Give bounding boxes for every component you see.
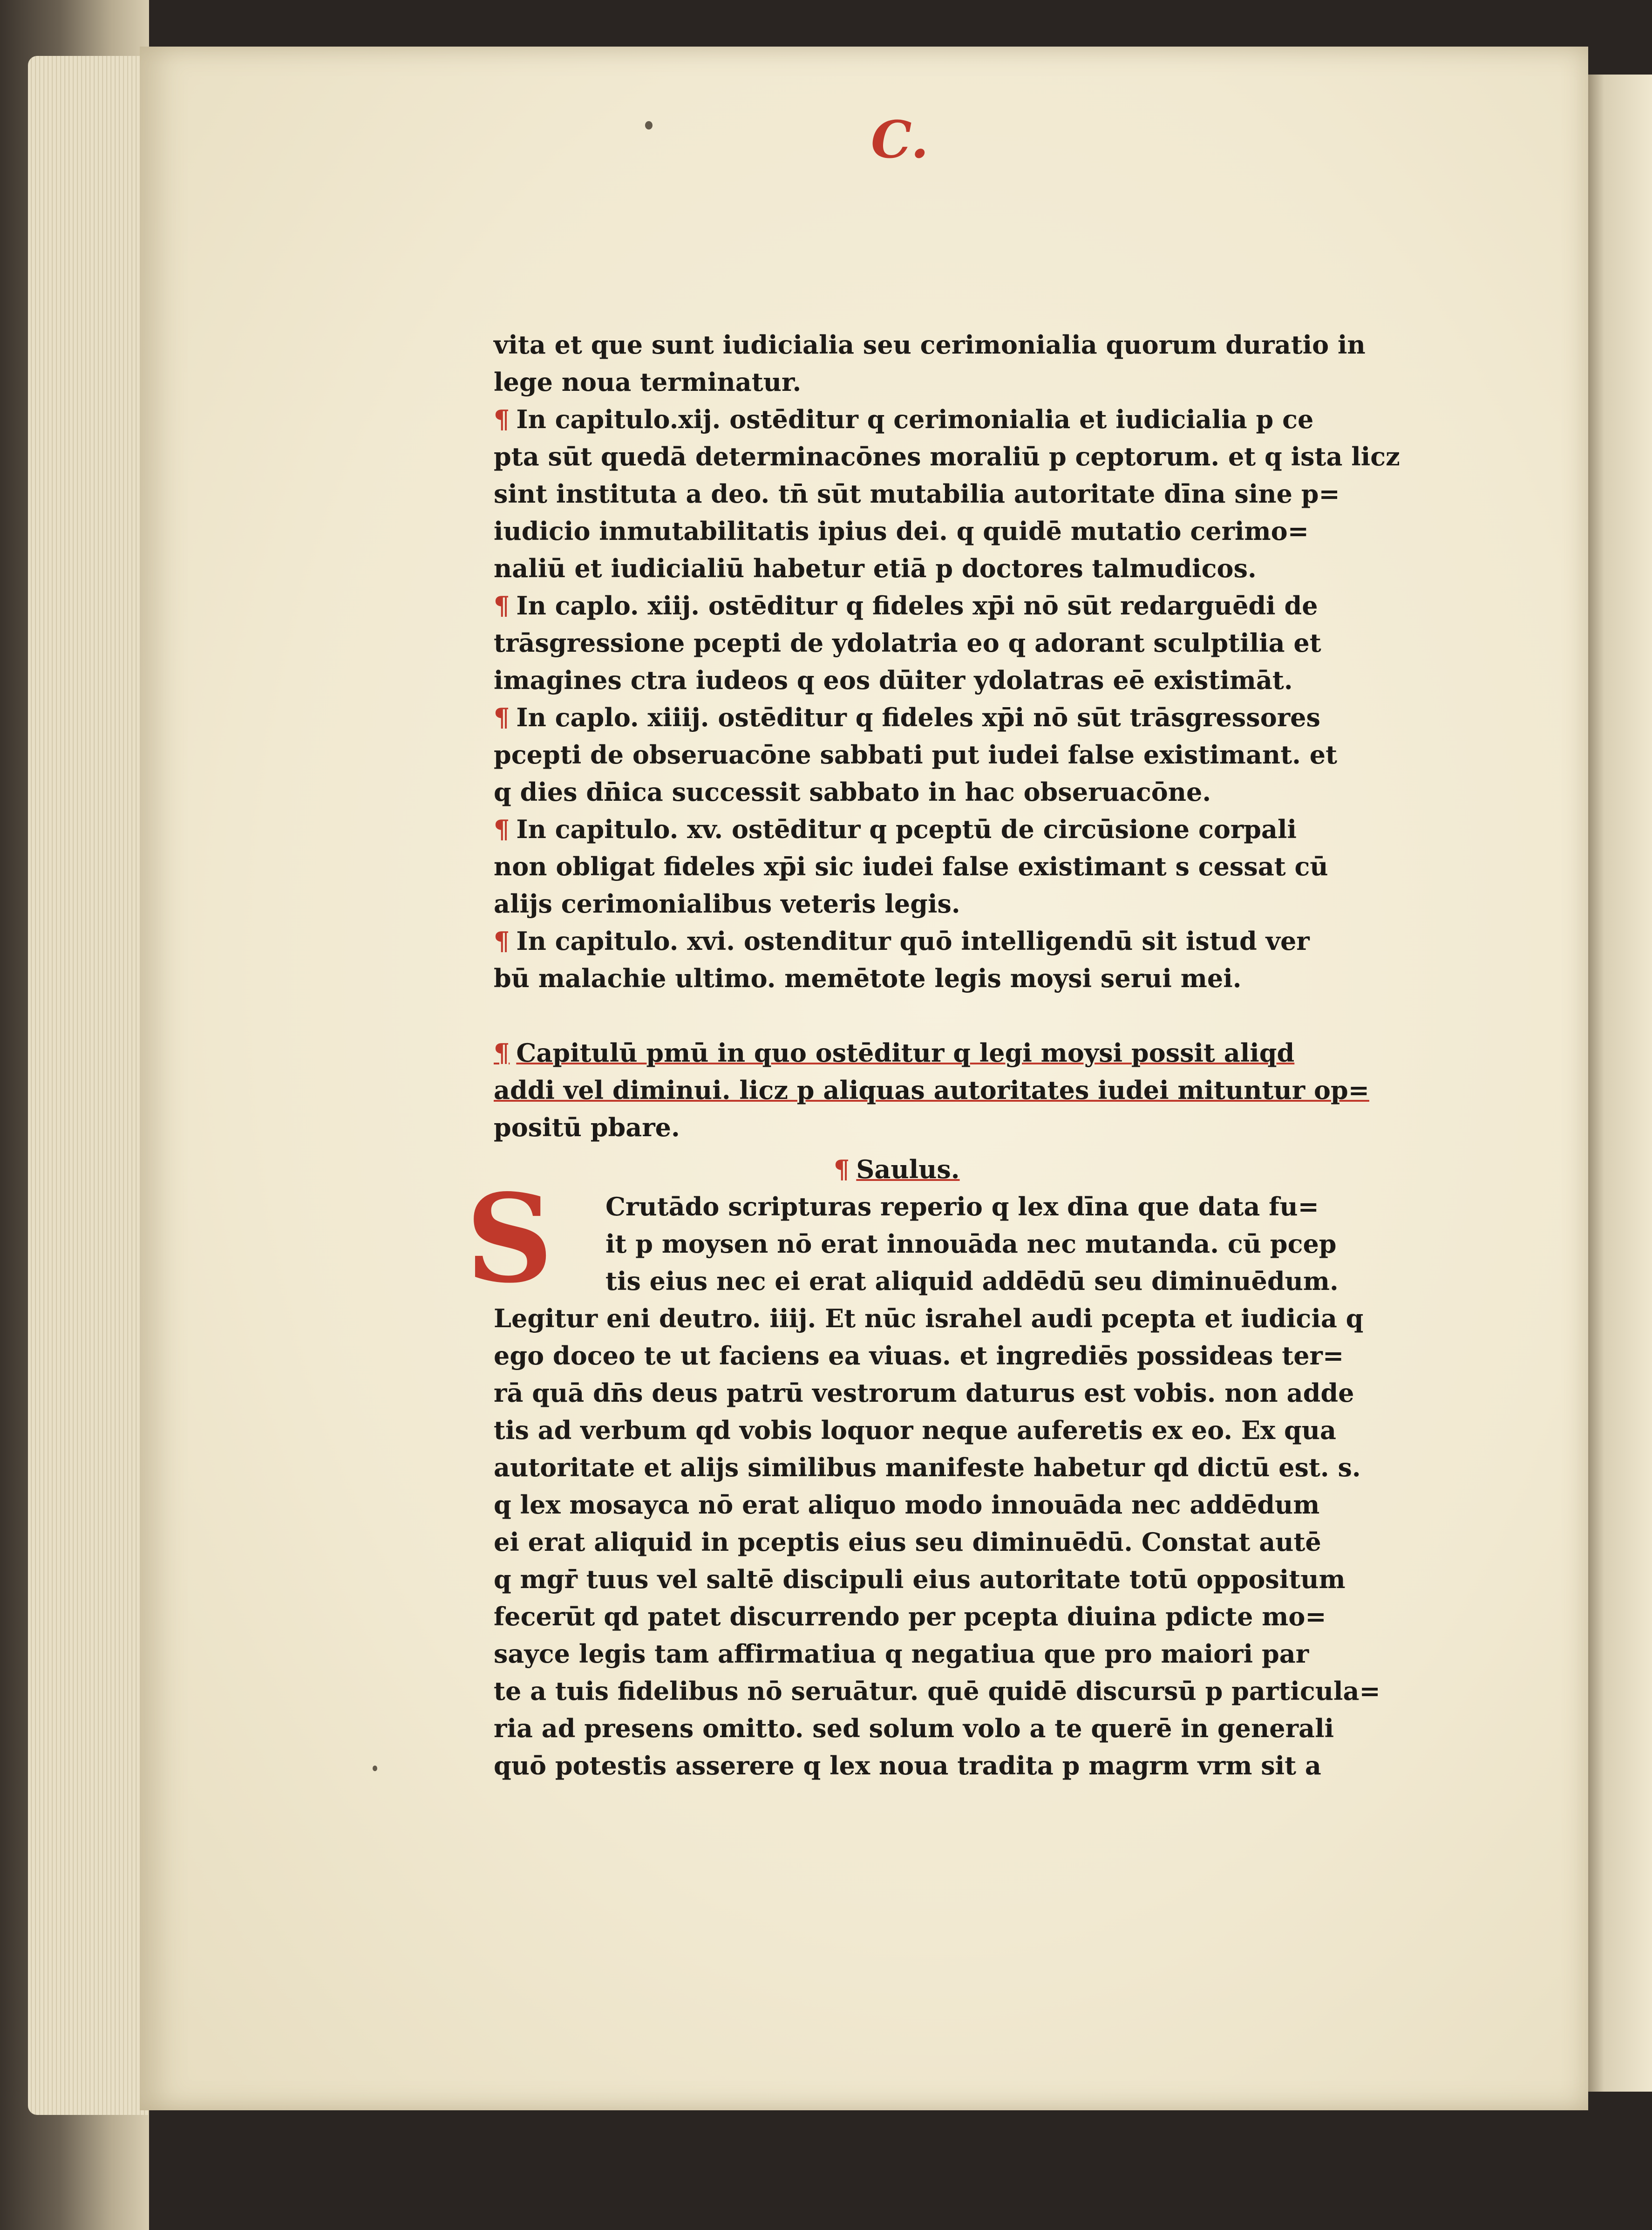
text-line: Legitur eni deutro. iiij. Et nūc israhel audi pcepta et iudicia q bbox=[494, 1303, 1364, 1333]
text-line: naliū et iudicialiū habetur etiā p doctores talmudicos. bbox=[494, 553, 1257, 583]
pilcrow-icon: ¶ bbox=[494, 1038, 510, 1068]
text-line: q mgr̄ tuus vel saltē discipuli eius autoritate totū oppositum bbox=[494, 1564, 1346, 1594]
chapter-summary bbox=[494, 811, 1379, 922]
text-line: non obligat fideles xp̄i sic iudei false existimant s cessat cū bbox=[494, 852, 1328, 881]
text-line: ei erat aliquid in pceptis eius seu diminuēdū. Constat autē bbox=[494, 1527, 1321, 1557]
text-line: addi vel diminui. licz p aliquas autoritates iudei mituntur op= bbox=[494, 1075, 1369, 1105]
text-line: ¶ In capitulo.xij. ostēditur q cerimonialia et iudicialia p ce bbox=[494, 404, 1314, 434]
text-line: fecerūt qd patet discurrendo per pcepta diuina pdicte mo= bbox=[494, 1602, 1326, 1631]
text-line: lege noua terminatur. bbox=[494, 367, 802, 397]
pilcrow-icon: ¶ bbox=[494, 926, 510, 956]
text-line: pcepti de obseruacōne sabbati put iudei false existimant. et bbox=[494, 740, 1338, 770]
text-line: tis eius nec ei erat aliquid addēdū seu diminuēdum. bbox=[605, 1266, 1339, 1296]
text-line: ¶ In caplo. xiij. ostēditur q fideles xp̄i nō sūt redarguēdi de bbox=[494, 591, 1318, 621]
text-line: ego doceo te ut faciens ea viuas. et ingrediēs possideas ter= bbox=[494, 1341, 1344, 1371]
text-block bbox=[466, 326, 1400, 1784]
text-line: iudicio inmutabilitatis ipius dei. q quidē mutatio cerimo= bbox=[494, 516, 1309, 546]
folio-mark: C. bbox=[871, 109, 929, 170]
speaker-label: ¶ Saulus. bbox=[834, 1154, 960, 1184]
text-line: bū malachie ultimo. memētote legis moysi serui mei. bbox=[494, 963, 1242, 993]
text-line: q lex mosayca nō erat aliquo modo innouāda nec addēdum bbox=[494, 1490, 1320, 1520]
chapter-summary bbox=[494, 699, 1379, 811]
text-line: ¶ Capitulū pmū in quo ostēditur q legi moysi possit aliqd bbox=[494, 1038, 1295, 1068]
pilcrow-icon: ¶ bbox=[494, 702, 510, 732]
text-line: q dies dn̄ica successit sabbato in hac obseruacōne. bbox=[494, 777, 1211, 807]
chapter-summary bbox=[494, 587, 1379, 699]
ink-spot bbox=[645, 121, 653, 130]
text-line: te a tuis fidelibus nō seruātur. quē quidē discursū p particula= bbox=[494, 1676, 1380, 1706]
text-line: tis ad verbum qd vobis loquor neque auferetis ex eo. Ex qua bbox=[494, 1415, 1336, 1445]
text-line: it p moysen nō erat innouāda nec mutanda. cū pcep bbox=[605, 1229, 1337, 1259]
text-line: quō potestis asserere q lex noua tradita p magrm vrm sit a bbox=[494, 1751, 1321, 1780]
text-line: sint instituta a deo. tn̄ sūt mutabilia autoritate dīna sine p= bbox=[494, 479, 1340, 509]
text-line: imagines ctra iudeos q eos dūiter ydolatras eē existimāt. bbox=[494, 665, 1293, 695]
pilcrow-icon: ¶ bbox=[834, 1154, 850, 1184]
ink-spot bbox=[373, 1766, 377, 1771]
text-line: pta sūt quedā determinacōnes moraliū p ceptorum. et q ista licz bbox=[494, 442, 1400, 471]
text-line: rā quā dn̄s deus patrū vestrorum daturus est vobis. non adde bbox=[494, 1378, 1354, 1408]
page-edges bbox=[28, 56, 149, 2115]
text-line: vita et que sunt iudicialia seu cerimonialia quorum duratio in bbox=[494, 330, 1366, 360]
chapter-heading bbox=[494, 1034, 1379, 1146]
text-line: Crutādo scripturas reperio q lex dīna que data fu= bbox=[605, 1192, 1319, 1221]
text-line: positū pbare. bbox=[494, 1112, 680, 1142]
pilcrow-icon: ¶ bbox=[494, 591, 510, 621]
facing-page-edge bbox=[1584, 75, 1652, 2092]
text-line: ¶ In capitulo. xvi. ostenditur quō intelligendū sit istud ver bbox=[494, 926, 1310, 956]
text-line: ¶ In capitulo. xv. ostēditur q pceptū de circūsione corpali bbox=[494, 814, 1297, 844]
text-line: trāsgressione pcepti de ydolatria eo q adorant sculptilia et bbox=[494, 628, 1321, 658]
body-text bbox=[494, 1300, 1379, 1784]
text-line: ria ad presens omitto. sed solum volo a te querē in generali bbox=[494, 1713, 1334, 1743]
text-line: ¶ In caplo. xiiij. ostēditur q fideles xp̄i nō sūt trāsgressores bbox=[494, 702, 1320, 732]
pilcrow-icon: ¶ bbox=[494, 814, 510, 844]
text-line: alijs cerimonialibus veteris legis. bbox=[494, 889, 960, 919]
chapter-summary bbox=[494, 401, 1400, 587]
text-line: autoritate et alijs similibus manifeste habetur qd dictū est. s. bbox=[494, 1453, 1361, 1482]
chapter-summary bbox=[494, 922, 1379, 997]
decorated-initial: S bbox=[466, 1168, 553, 1310]
text-line: sayce legis tam affirmatiua q negatiua que pro maiori par bbox=[494, 1639, 1309, 1669]
pilcrow-icon: ¶ bbox=[494, 404, 510, 434]
